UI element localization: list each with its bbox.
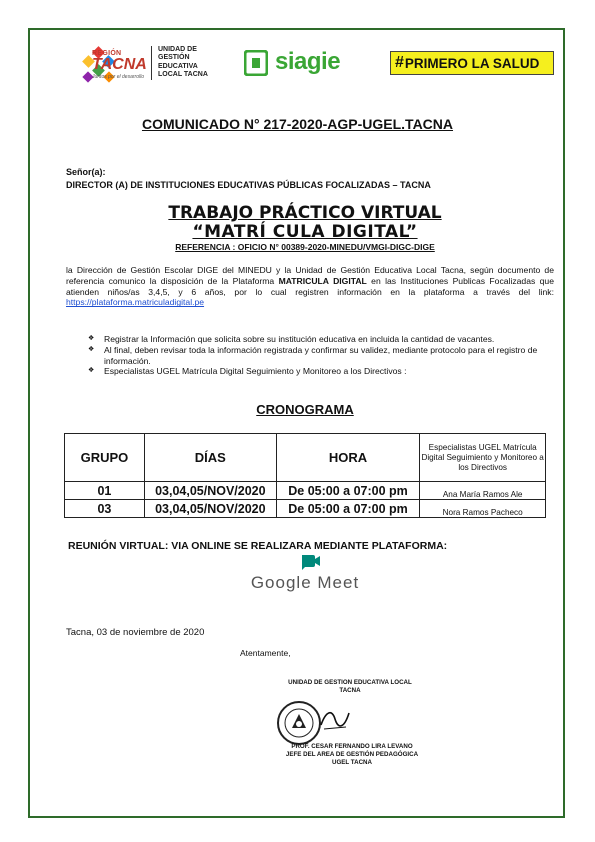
column-header: Especialistas UGEL Matrícula Digital Seguimiento y Monitoreo a los Directivos: [420, 434, 546, 482]
subtitle-matricula: “MATRÍ CULA DIGITAL”: [192, 222, 418, 242]
logo-divider: [151, 46, 152, 80]
column-header: GRUPO: [65, 434, 145, 482]
greeting: Señor(a):: [66, 167, 106, 177]
body-paragraph: [66, 265, 554, 308]
paragraph-text: la Dirección de Gestión Escolar DIGE del MINEDU y la Unidad de Gestión Educativa Local Tacna, según documento de referencia comunico la disposición de la Plataforma: [66, 265, 554, 286]
signature-org: UNIDAD DE GESTION EDUCATIVA LOCAL TACNA: [288, 679, 412, 694]
platform-link[interactable]: https://plataforma.matriculadigital.pe: [66, 297, 205, 308]
meeting-note: REUNIÓN VIRTUAL: VIA ONLINE SE REALIZARA MEDIANTE PLATAFORMA:: [68, 540, 448, 552]
siagie-wordmark: siagie: [275, 48, 341, 75]
siagie-logo-icon: [244, 50, 268, 76]
ugel-name: [158, 46, 208, 79]
brand-slogan: Juntos por el desarrollo: [92, 74, 144, 80]
official-seal-icon: [276, 700, 322, 746]
hashtag-symbol: #: [395, 54, 404, 71]
ugel-line: EDUCATIVA: [158, 62, 198, 70]
column-header: HORA: [276, 434, 420, 482]
reference-line: REFERENCIA : OFICIO N° 00389-2020-MINEDU/VMGI-DIGC-DIGE: [175, 242, 435, 252]
handwritten-signature-icon: [318, 705, 352, 733]
diamond-bullet-icon: ❖: [88, 345, 95, 353]
list-item: ❖ Al final, deben revisar toda la información registrada y confirmar su validez, mediante protocolo para el registro de información.: [88, 344, 538, 366]
subtitle-trabajo: TRABAJO PRÁCTICO VIRTUAL: [168, 203, 442, 223]
table-cell: 03,04,05/NOV/2020: [144, 482, 276, 500]
signatory-unit: UGEL TACNA: [332, 759, 372, 766]
paragraph-bold: MATRICULA DIGITAL: [278, 275, 367, 286]
list-item: ❖ Registrar la Información que solicita sobre su institución educativa en incluida la cantidad de vacantes.: [88, 334, 495, 344]
list-item: ❖ Especialistas UGEL Matrícula Digital Seguimiento y Monitoreo a los Directivos :: [88, 366, 407, 377]
brand-name: TACNA: [92, 56, 147, 73]
diamond-bullet-icon: ❖: [88, 367, 95, 375]
signatory-role: JEFE DEL AREA DE GESTIÓN PEDAGÓGICA: [285, 751, 419, 758]
addressee: DIRECTOR (A) DE INSTITUCIONES EDUCATIVAS PÚBLICAS FOCALIZADAS – TACNA: [66, 180, 431, 190]
comunicado-title: COMUNICADO N° 217-2020-AGP-UGEL.TACNA: [141, 116, 454, 132]
instructions-list: [88, 334, 554, 377]
diamond-bullet-icon: ❖: [88, 335, 95, 342]
table-cell: De 05:00 a 07:00 pm: [276, 482, 420, 500]
schedule-table: [64, 433, 546, 518]
table-cell: De 05:00 a 07:00 pm: [276, 500, 420, 518]
table-cell: Nora Ramos Pacheco: [420, 500, 546, 518]
primero-la-salud-banner: [390, 51, 554, 75]
paragraph-text: en las Instituciones Publicas Focalizadas que atienden niños/as 3,4,5, y 6 años, por lo cual registren información en la plataforma a través del link:: [66, 275, 554, 297]
table-cell: 03,04,05/NOV/2020: [144, 500, 276, 518]
salud-text: PRIMERO LA SALUD: [404, 55, 540, 71]
signatory-name: PROF. CESAR FERNANDO LIRA LEVANO: [291, 743, 413, 750]
closing: Atentamente,: [240, 648, 291, 658]
table-cell: 01: [65, 482, 145, 500]
table-cell: Ana María Ramos Ale: [420, 482, 546, 500]
column-header: DÍAS: [144, 434, 276, 482]
brand-region: REGIÓN: [92, 50, 122, 57]
google-meet-wordmark: Google Meet: [250, 573, 360, 592]
table-row: [65, 500, 546, 518]
signatory: [272, 743, 432, 767]
google-meet-icon: [300, 553, 322, 571]
cronograma-title: CRONOGRAMA: [256, 402, 354, 417]
date-line: Tacna, 03 de noviembre de 2020: [66, 627, 205, 638]
table-cell: 03: [65, 500, 145, 518]
ugel-line: LOCAL TACNA: [158, 70, 208, 78]
ugel-line: GESTIÓN: [158, 54, 190, 62]
table-header-row: [65, 434, 546, 482]
table-row: [65, 482, 546, 500]
ugel-line: UNIDAD DE: [158, 46, 197, 53]
